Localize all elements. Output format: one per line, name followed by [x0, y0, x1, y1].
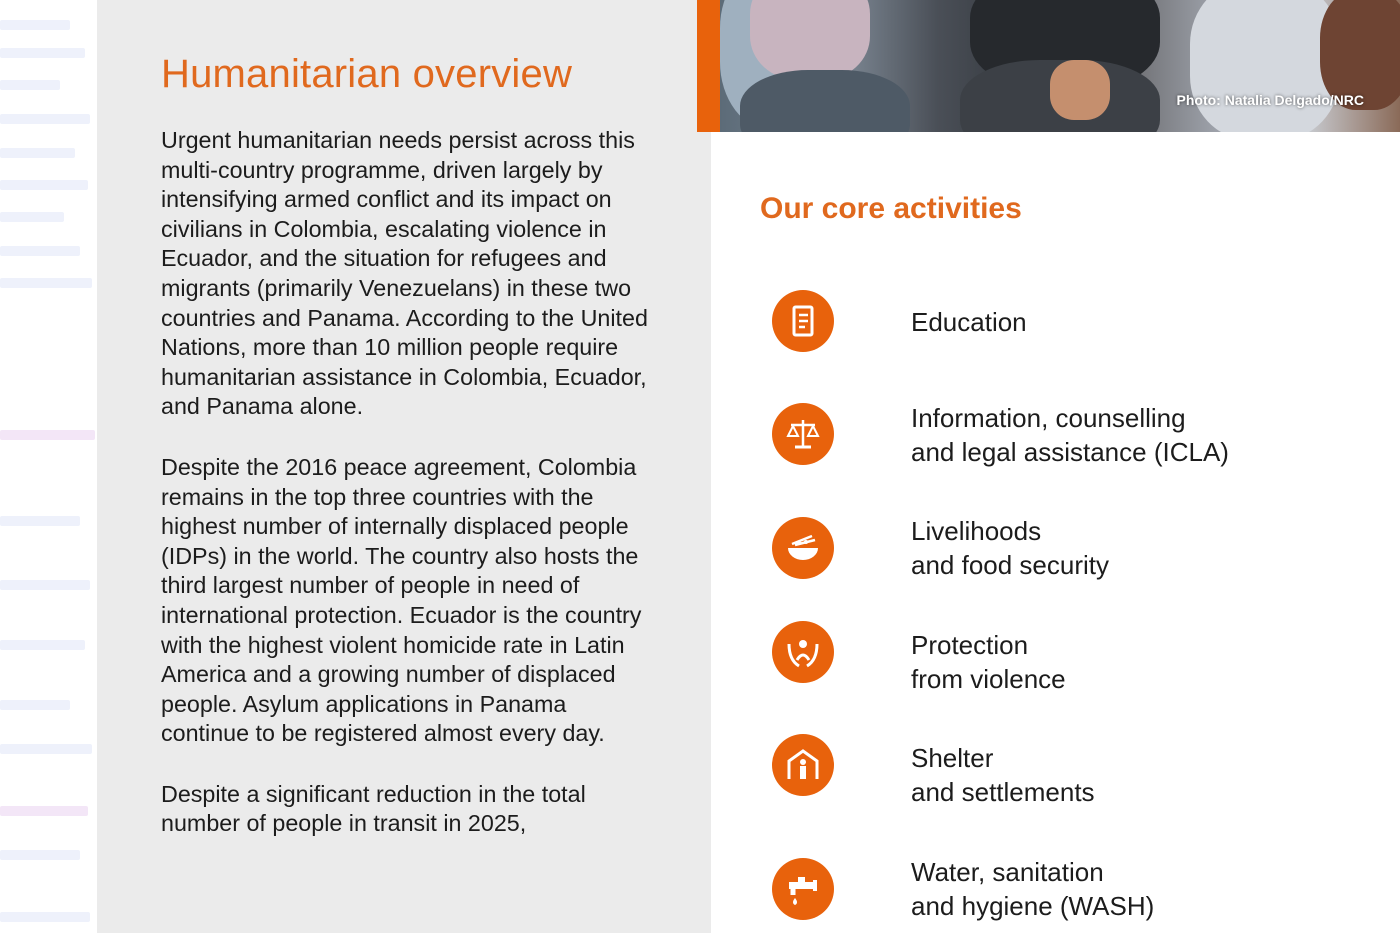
header-photo [720, 0, 1400, 132]
overview-title: Humanitarian overview [161, 52, 573, 96]
humanitarian-overview-panel [97, 0, 711, 933]
overview-body [161, 126, 651, 870]
education-book-icon [772, 290, 834, 352]
background-ghost-strip [0, 0, 97, 933]
legal-scales-icon [772, 403, 834, 465]
food-bowl-icon [772, 517, 834, 579]
activity-label-shelter: Shelter and settlements [911, 743, 1095, 807]
shelter-house-icon [772, 734, 834, 796]
orange-accent-bar [697, 0, 720, 132]
activity-label-wash: Water, sanitation and hygiene (WASH) [911, 857, 1155, 921]
activity-label-education: Education [911, 307, 1027, 337]
overview-paragraph: Despite the 2016 peace agreement, Colombia remains in the top three countries with the highest number of internally displaced people (IDPs) in the world. The country also hosts the third largest number of people in need of international protection. Ecuador is the country with the highest violent homicide rate in Latin America and a growing number of displaced people. Asylum applications in Panama continue to be registered almost every day. [161, 453, 642, 747]
core-activities-title: Our core activities [760, 192, 1022, 225]
activity-label-livelihoods: Livelihoods and food security [911, 516, 1110, 580]
overview-paragraph: Despite a significant reduction in the total number of people in transit in 2025, [161, 780, 586, 837]
activity-label-protection: Protection from violence [911, 630, 1066, 694]
activity-label-icla: Information, counselling and legal assistance (ICLA) [911, 403, 1229, 467]
water-tap-icon [772, 858, 834, 920]
photo-credit: Photo: Natalia Delgado/NRC [1176, 92, 1364, 108]
overview-paragraph: Urgent humanitarian needs persist across this multi-country programme, driven largely by intensifying armed conflict and its impact on civilians in Colombia, escalating violence in Ecuador, and the situation for refugees and migrants (primarily Venezuelans) in these two countries and Panama. According to the United Nations, more than 10 million people require humanitarian assistance in Colombia, Ecuador, and Panama alone. [161, 127, 648, 420]
protection-hands-icon [772, 621, 834, 683]
